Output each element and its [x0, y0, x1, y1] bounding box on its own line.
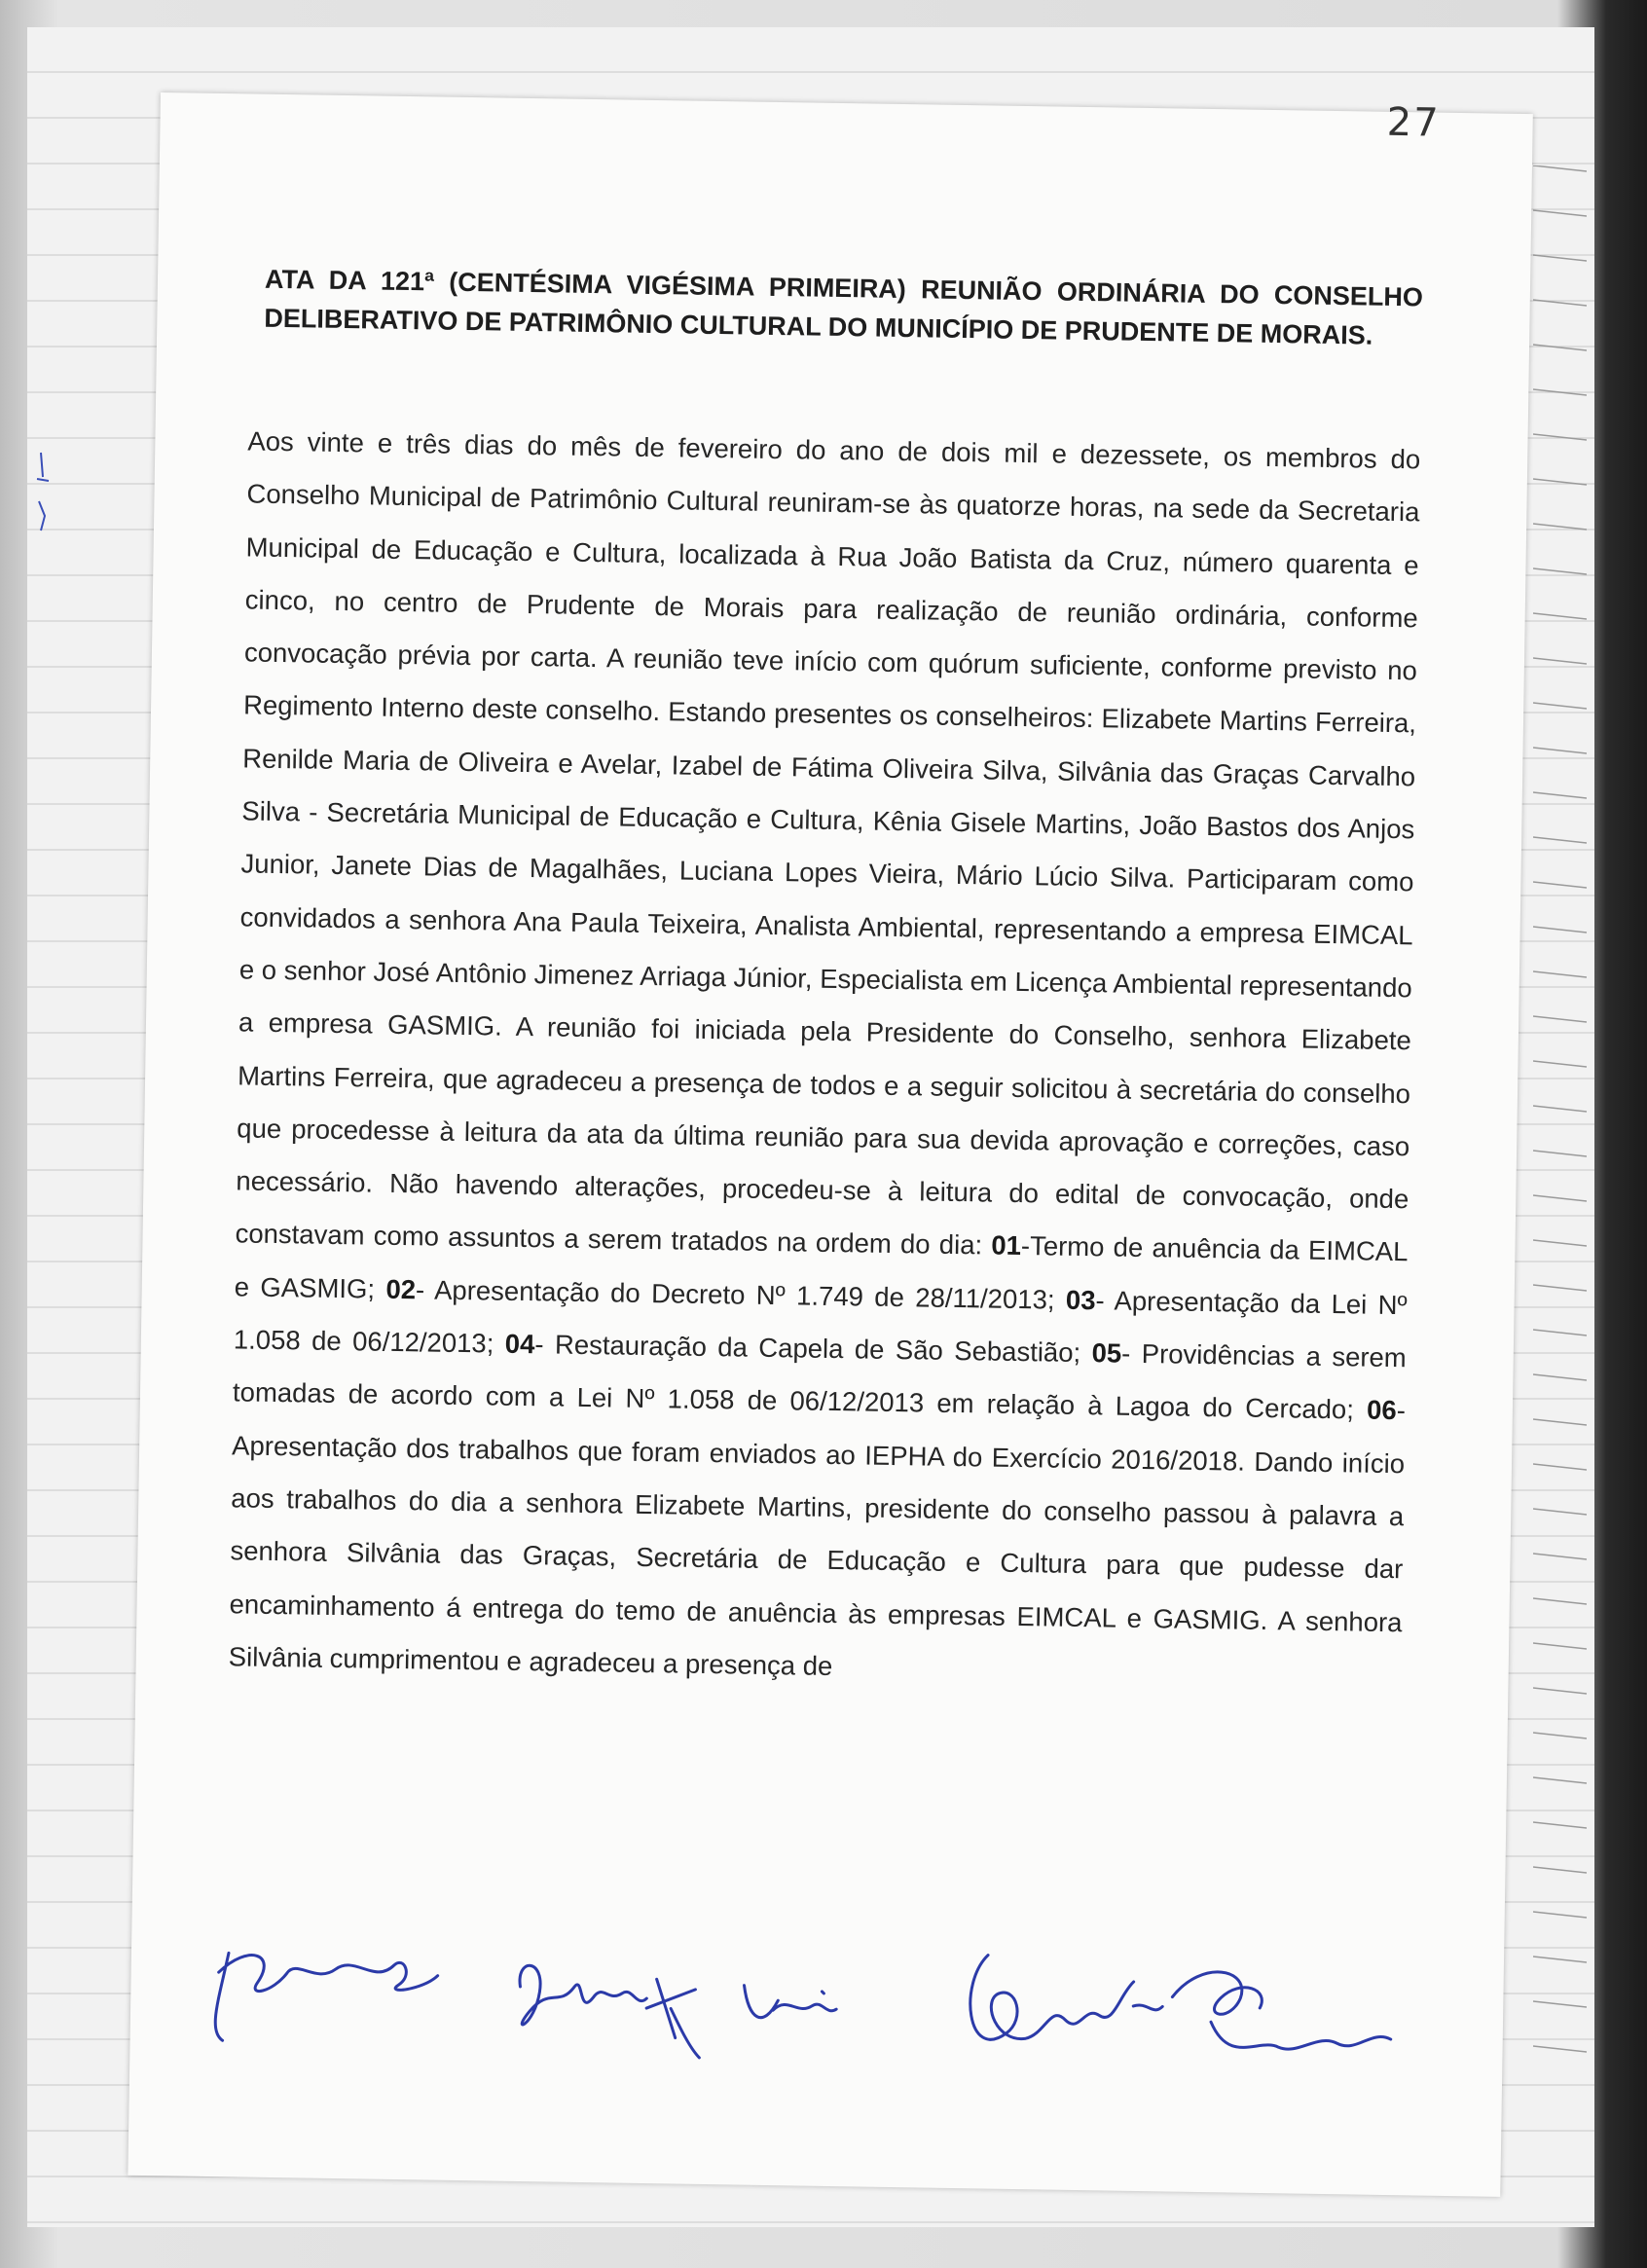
- body-segment: - Providências a serem tomadas de acordo com a Lei Nº 1.058 de 06/12/2013 em relação à Lagoa do Cercado;: [232, 1337, 1407, 1425]
- page-number: 27: [1386, 99, 1442, 146]
- signature-5: [1172, 1971, 1392, 2051]
- agenda-number-05: 05: [1091, 1337, 1122, 1369]
- signature-4: [970, 1955, 1163, 2042]
- document-body: [228, 415, 1420, 1701]
- document-page: [128, 92, 1532, 2197]
- body-segment: -Termo de anuência da EIMCAL e GASMIG;: [234, 1230, 1409, 1304]
- agenda-number-04: 04: [504, 1328, 535, 1360]
- agenda-number-03: 03: [1065, 1284, 1096, 1315]
- margin-pen-mark: [29, 448, 58, 535]
- body-segment: - Apresentação do Decreto Nº 1.749 de 28/11/2013;: [415, 1274, 1067, 1315]
- signatures-row: [188, 1914, 1437, 2108]
- agenda-number-01: 01: [991, 1230, 1022, 1262]
- agenda-number-06: 06: [1366, 1394, 1397, 1426]
- body-segment: - Apresentação dos trabalhos que foram enviados ao IEPHA do Exercício 2016/2018. Dando início aos trabalhos do dia a senhora Elizabete Martins, presidente do conselho passou à palavra a senhora Silvânia das Graças, Secretária de Educação e Cultura para que pudesse dar encaminhamento á entrega do temo de anuência às empresas EIMCAL e GASMIG. A senhora Silvânia cumprimentou e agradeceu a presença de: [228, 1395, 1407, 1681]
- signature-3: [744, 1986, 837, 2019]
- signature-1: [215, 1953, 438, 2044]
- agenda-number-02: 02: [385, 1273, 417, 1305]
- body-segment: Aos vinte e três dias do mês de fevereiro do ano de dois mil e dezessete, os membros do Conselho Municipal de Patrimônio Cultural reuniram-se às quatorze horas, na sede da Secretaria Municipal de Educação e Cultura, localizada à Rua João Batista da Cruz, número quarenta e cinco, no centro de Prudente de Morais para realização de reunião ordinária, conforme convocação prévia por carta. A reunião teve início com quórum suficiente, conforme previsto no Regimento Interno deste conselho. Estando presentes os conselheiros: Elizabete Martins Ferreira, Renilde Maria de Oliveira e Avelar, Izabel de Fátima Oliveira Silva, Silvânia das Graças Carvalho Silva - Secretária Municipal de Educação e Cultura, Kênia Gisele Martins, João Bastos dos Anjos Junior, Janete Dias de Magalhães, Luciana Lopes Vieira, Mário Lúcio Silva. Participaram como convidados a senhora Ana Paula Teixeira, Analista Ambiental, representando a empresa EIMCAL e o senhor José Antônio Jimenez Arriaga Júnior, Especialista em Licença Ambiental representando a empresa GASMIG. A reunião foi iniciada pela Presidente do Conselho, senhora Elizabete Martins Ferreira, que agradeceu a presença de todos e a seguir solicitou à secretária do conselho que procedesse à leitura da ata da última reunião para sua devida aprovação e correções, caso necessário. Não havendo alterações, procedeu-se à leitura do edital de convocação, onde constavam como assuntos a serem tratados na ordem do dia:: [235, 425, 1421, 1262]
- notebook-side-tabs: [1533, 165, 1587, 2112]
- body-segment: - Restauração da Capela de São Sebastião;: [534, 1329, 1092, 1369]
- body-segment: - Apresentação da Lei Nº 1.058 de 06/12/2013;: [233, 1284, 1408, 1359]
- document-title: ATA DA 121ª (CENTÉSIMA VIGÉSIMA PRIMEIRA) REUNIÃO ORDINÁRIA DO CONSELHO DELIBERATIVO DE PATRIMÔNIO CULTURAL DO MUNICÍPIO DE PRUDENTE DE MORAIS.: [264, 264, 1424, 350]
- signature-2: [519, 1965, 701, 2058]
